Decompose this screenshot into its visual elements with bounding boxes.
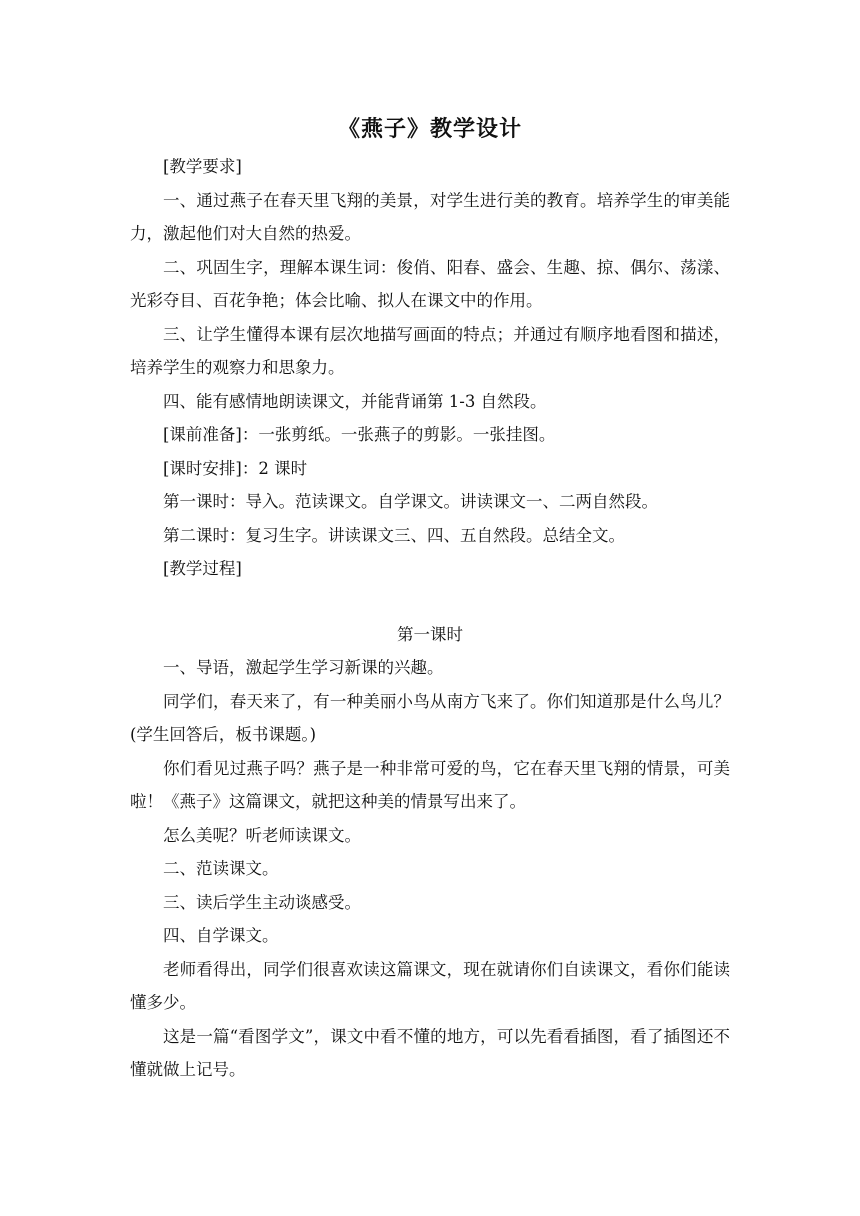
requirement-1: 一、通过燕子在春天里飞翔的美景，对学生进行美的教育。培养学生的审美能力，激起他们对大自然的热爱。 <box>130 190 730 243</box>
step-2: 二、范读课文。 <box>163 859 279 878</box>
section-heading-process: [教学过程] <box>163 559 242 578</box>
preparation: [课前准备]：一张剪纸。一张燕子的剪影。一张挂图。 <box>163 425 556 444</box>
document-title: 《燕子》教学设计 <box>337 116 522 142</box>
schedule: [课时安排]：2 课时 <box>163 458 308 478</box>
requirement-2: 二、巩固生字，理解本课生词：俊俏、阳春、盛会、生趣、掠、偶尔、荡漾、光彩夺目、百花争艳；体会比喻、拟人在课文中的作用。 <box>130 257 730 310</box>
step-1-paragraph-2: 你们看见过燕子吗？燕子是一种非常可爱的鸟，它在春天里飞翔的情景，可美啦！《燕子》这篇课文，就把这种美的情景写出来了。 <box>130 758 730 811</box>
document-body <box>130 150 730 1087</box>
section-heading-requirements: [教学要求] <box>163 157 242 176</box>
requirement-4: 四、能有感情地朗读课文，并能背诵第 1-3 自然段。 <box>163 391 547 411</box>
step-4: 四、自学课文。 <box>163 926 279 945</box>
lesson-1-heading: 第一课时 <box>397 624 463 644</box>
lesson-2-plan: 第二课时：复习生字。讲读课文三、四、五自然段。总结全文。 <box>163 525 625 545</box>
step-1: 一、导语，激起学生学习新课的兴趣。 <box>163 658 444 677</box>
step-3: 三、读后学生主动谈感受。 <box>163 892 361 912</box>
requirement-3: 三、让学生懂得本课有层次地描写画面的特点；并通过有顺序地看图和描述，培养学生的观察力和思象力。 <box>130 324 730 377</box>
lesson-1-plan: 第一课时：导入。范读课文。自学课文。讲读课文一、二两自然段。 <box>163 492 658 511</box>
step-1-paragraph-3: 怎么美呢？听老师读课文。 <box>163 825 361 845</box>
step-1-paragraph-1: 同学们，春天来了，有一种美丽小鸟从南方飞来了。你们知道那是什么鸟儿？(学生回答后，板书课题。) <box>130 691 730 744</box>
spacer <box>130 586 730 618</box>
step-4-paragraph-1: 老师看得出，同学们很喜欢读这篇课文，现在就请你们自读课文，看你们能读懂多少。 <box>130 959 730 1012</box>
step-4-paragraph-2: 这是一篇“看图学文”，课文中看不懂的地方，可以先看看插图，看了插图还不懂就做上记号。 <box>130 1026 730 1079</box>
